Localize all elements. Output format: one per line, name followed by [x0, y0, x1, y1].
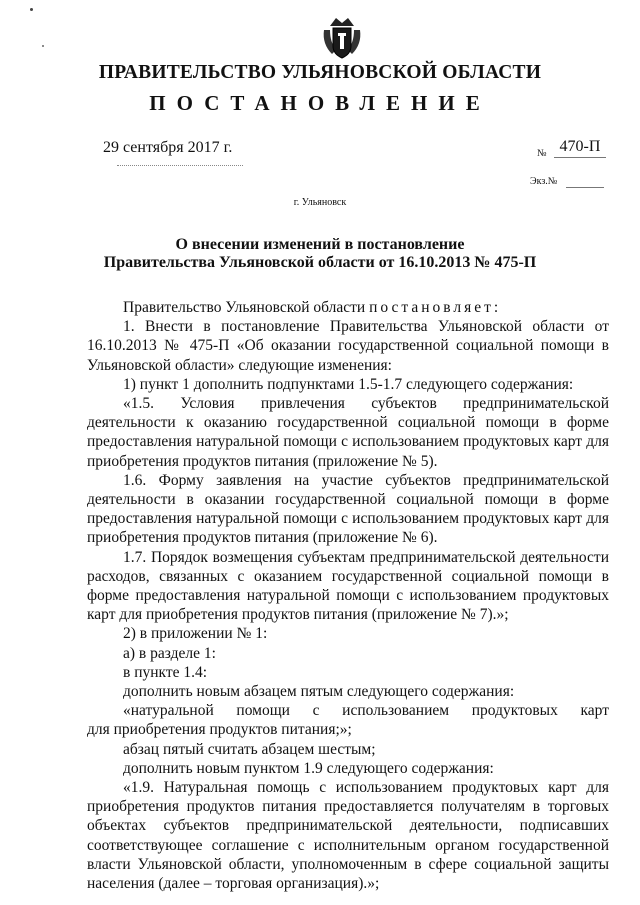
- copy-number-line: [566, 187, 604, 188]
- coat-of-arms-icon: [322, 14, 362, 60]
- number-sign: №: [537, 148, 547, 159]
- document-subject: [60, 236, 580, 272]
- city-label: г. Ульяновск: [293, 197, 347, 208]
- scan-speck: [30, 8, 33, 11]
- document-type-title: ПОСТАНОВЛЕНИЕ: [149, 91, 491, 115]
- subject-line-2: Правительства Ульяновской области от 16.10.2013 № 475-П: [103, 254, 537, 271]
- paragraph-5: 1.7. Порядок возмещения субъектам предпринимательской деятельности расходов, связанных с оказанием государственной социальной помощи в форме предоставления натуральной помощи с использованием продуктовых карт для приобретения продуктов питания (приложение № 7).»;: [87, 548, 609, 624]
- subject-line-1: О внесении изменений в постановление: [175, 236, 465, 253]
- paragraph-4: 1.6. Форму заявления на участие субъектов предпринимательской деятельности в оказании государственной социальной помощи в форме предоставления натуральной помощи с использованием продуктовых карт для приобретения продуктов питания (приложение № 6).: [87, 471, 609, 547]
- document-body: [87, 298, 609, 893]
- paragraph-6: 2) в приложении № 1:: [123, 625, 268, 643]
- government-title: ПРАВИТЕЛЬСТВО УЛЬЯНОВСКОЙ ОБЛАСТИ: [98, 62, 542, 83]
- paragraph-2: 1) пункт 1 дополнить подпунктами 1.5-1.7 следующего содержания:: [123, 375, 574, 393]
- intro-prefix: Правительство Ульяновской области: [123, 299, 370, 316]
- scan-speck: [42, 45, 44, 47]
- date-underline: [117, 165, 243, 166]
- document-number: 470-П: [554, 138, 606, 158]
- paragraph-3: «1.5. Условия привлечения субъектов предпринимательской деятельности к оказанию государственной социальной помощи в форме предоставления натуральной помощи с использованием продуктовых карт для приобретения продуктов питания (приложение № 5).: [87, 395, 609, 470]
- paragraph-7: а) в разделе 1:: [123, 644, 216, 662]
- paragraph-8: в пункте 1.4:: [123, 663, 208, 681]
- paragraph-10-line-2: для приобретения продуктов питания;»;: [87, 721, 352, 739]
- intro-decision-word: постановляет:: [369, 299, 502, 316]
- copy-number-label: Экз.№: [530, 176, 558, 187]
- paragraph-1: 1. Внести в постановление Правительства Ульяновской области от 16.10.2013 № 475-П «Об оказании государственной социальной помощи в Ульяновской области» следующие изменения:: [87, 318, 609, 374]
- paragraph-13: «1.9. Натуральная помощь с использованием продуктовых карт для приобретения продуктов питания предоставляется получателям в торговых объектах субъектов предпринимательской деятельности, подписавших соответствующее соглашение с исполнительным органом государственной власти Ульяновской области, уполномоченным в сфере социальной защиты населения (далее – торговая организация).»;: [87, 779, 609, 893]
- document-date: 29 сентября 2017 г.: [103, 139, 233, 156]
- paragraph-9: дополнить новым абзацем пятым следующего содержания:: [123, 683, 515, 701]
- paragraph-11: абзац пятый считать абзацем шестым;: [123, 740, 376, 758]
- paragraph-10-line-1: «натуральной помощи с использованием продуктовых карт: [123, 702, 609, 720]
- paragraph-12: дополнить новым пунктом 1.9 следующего содержания:: [123, 759, 494, 777]
- intro-paragraph: [87, 298, 609, 317]
